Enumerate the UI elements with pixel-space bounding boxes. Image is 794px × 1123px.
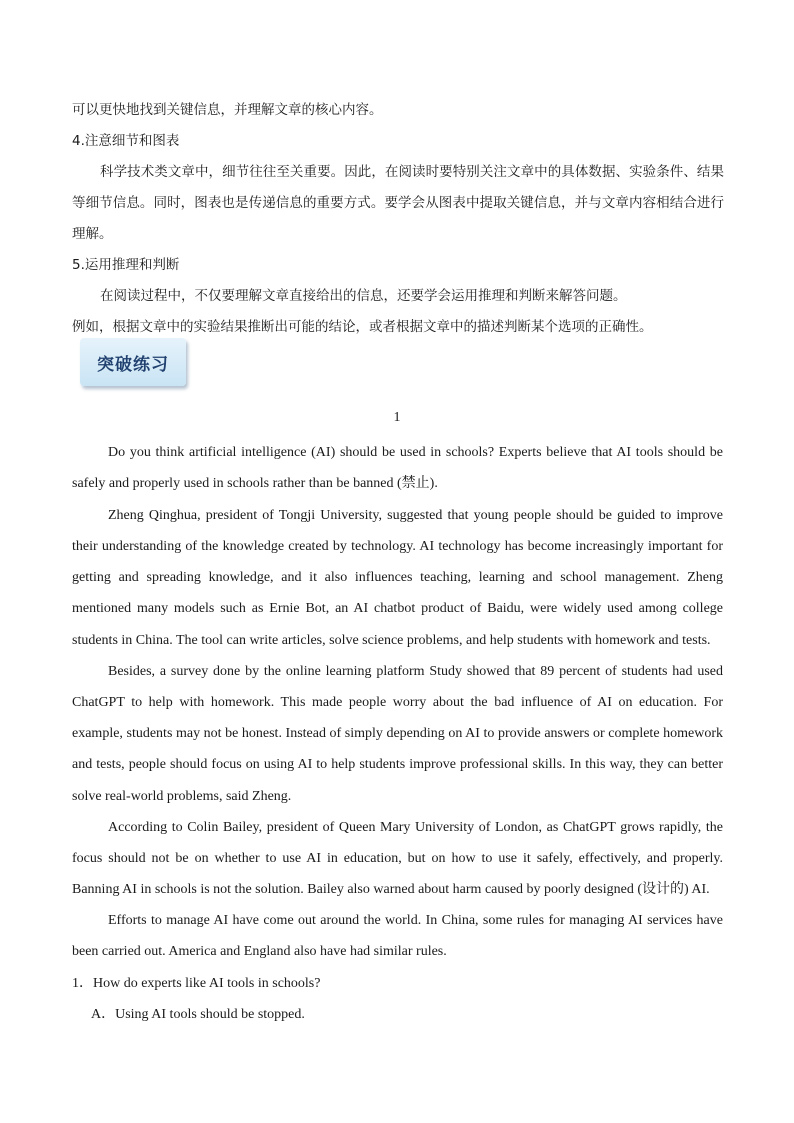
intro-line: 可以更快地找到关键信息，并理解文章的核心内容。 [72,102,383,118]
paragraph-5b: 例如，根据文章中的实验结果推断出可能的结论，或者根据文章中的描述判断某个选项的正确性。 [72,319,653,335]
heading-5: 5.运用推理和判断 [72,257,180,273]
heading-4: 4.注意细节和图表 [72,133,180,149]
paragraph-4: 科学技术类文章中，细节往往至关重要。因此，在阅读时要特别关注文章中的具体数据、实验条件、结果等细节信息。同时，图表也是传递信息的重要方式。要学会从图表中提取关键信息，并与文章内容相结合进行理解。 [72,164,724,242]
passage-paragraph: Besides, a survey done by the online learning platform Study showed that 89 percent of students had used ChatGPT to help with homework. This made people worry about the bad influence of AI on education. For example, students may not be honest. Instead of simply depending on AI to provide answers or complete homework and tests, people should focus on using AI to help students improve professional skills. In this way, they can better solve real-world problems, said Zheng. [72,664,723,804]
passage-paragraph: Do you think artificial intelligence (AI) should be used in schools? Experts believe that AI tools should be safely and properly used in schools rather than be banned (禁止). [72,445,723,492]
paragraph-5a: 在阅读过程中，不仅要理解文章直接给出的信息，还要学会运用推理和判断来解答问题。 [100,288,627,304]
passage-number: 1 [393,410,401,425]
passage-paragraph: According to Colin Bailey, president of Queen Mary University of London, as ChatGPT grows rapidly, the focus should not be on whether to use AI in education, but on how to use it safely, effectively, and properly. Banning AI in schools is not the solution. Bailey also warned about harm caused by poorly designed (设计的) AI. [72,820,723,898]
passage-paragraph: Efforts to manage AI have come out around the world. In China, some rules for managing AI services have been carried out. America and England also have had similar rules. [72,913,723,960]
section-badge-label: 突破练习 [97,354,169,375]
question-option-a[interactable]: A．Using AI tools should be stopped. [91,1007,305,1022]
passage-paragraph: Zheng Qinghua, president of Tongji University, suggested that young people should be guided to improve their understanding of the knowledge created by technology. AI technology has become increasingly important for getting and spreading knowledge, and it also influences teaching, learning and school management. Zheng mentioned many models such as Ernie Bot, an AI chatbot product of Baidu, were widely used among college students in China. The tool can write articles, solve science problems, and help students with homework and tests. [72,508,723,648]
question-stem: 1．How do experts like AI tools in schools? [72,976,321,991]
section-badge [80,338,186,386]
